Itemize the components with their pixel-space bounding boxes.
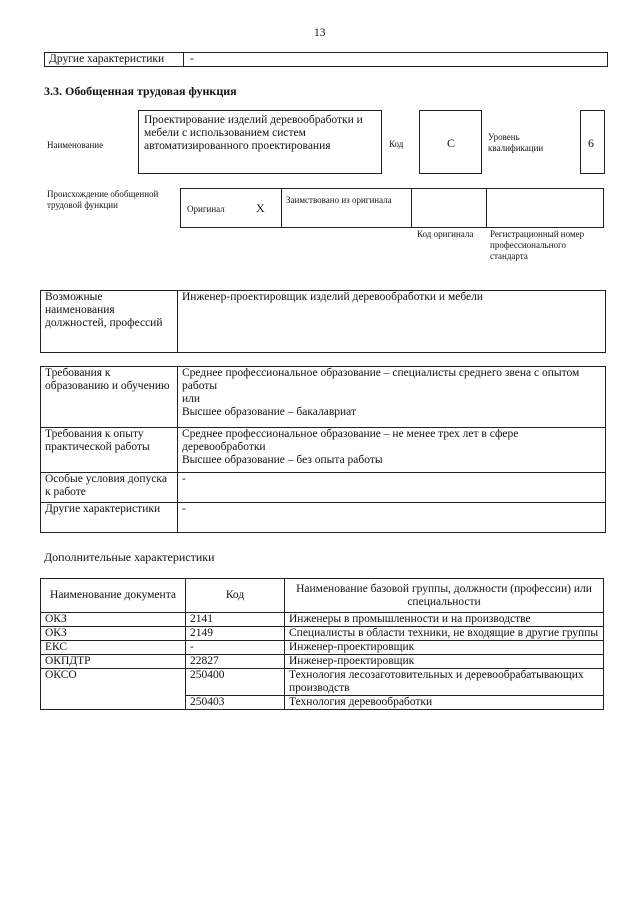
other-characteristics-top-row — [44, 52, 608, 67]
requirement-line: Среднее профессиональное образование – не менее трех лет в сфере деревообработки — [182, 428, 519, 453]
divider — [411, 188, 412, 228]
cell-code: 2149 — [186, 627, 285, 641]
requirements-row — [41, 473, 606, 503]
additional-header-row — [41, 579, 604, 613]
requirement-label: Требования к образованию и обучению — [41, 367, 178, 428]
positions-table — [40, 290, 606, 353]
cell-doc: ОКПДТР — [41, 655, 186, 669]
table-row — [41, 613, 604, 627]
header-code: Код — [186, 579, 285, 613]
cell-code: 22827 — [186, 655, 285, 669]
page-number: 13 — [314, 27, 326, 39]
requirement-value: - — [178, 503, 606, 533]
divider — [183, 52, 184, 67]
cell-code: 2141 — [186, 613, 285, 627]
table-row — [41, 641, 604, 655]
table-row — [41, 696, 604, 710]
reg-number-label: Регистрационный номер профессионального стандарта — [490, 229, 585, 261]
orig-code-label: Код оригинала — [417, 229, 474, 239]
cell-name: Технология лесозаготовительных и деревообрабатывающих производств — [285, 669, 604, 696]
requirement-line: Высшее образование – бакалавриат — [182, 406, 356, 418]
additional-table — [40, 578, 604, 710]
borrowed-label: Заимствовано из оригинала — [286, 195, 392, 205]
requirement-label: Другие характеристики — [41, 503, 178, 533]
cell-doc: ОКЗ — [41, 613, 186, 627]
cell-name: Инженеры в промышленности и на производстве — [285, 613, 604, 627]
requirement-value — [178, 367, 606, 428]
cell-doc — [41, 696, 186, 710]
header-doc-name: Наименование документа — [41, 579, 186, 613]
origin-label: Происхождение обобщенной трудовой функции — [47, 189, 159, 210]
cell-doc: ОКЗ — [41, 627, 186, 641]
requirement-line: или — [182, 393, 201, 405]
requirement-line: Среднее профессиональное образование – специалисты среднего звена с опытом работы — [182, 367, 580, 392]
positions-row — [41, 291, 606, 353]
level-label: Уровень квалификации — [488, 132, 544, 153]
section-title: 3.3. Обобщенная трудовая функция — [44, 84, 237, 98]
name-label: Наименование — [47, 140, 104, 150]
cell-name: Технология деревообработки — [285, 696, 604, 710]
divider — [486, 188, 487, 228]
code-label: Код — [389, 139, 404, 149]
cell-doc: ОКСО — [41, 669, 186, 696]
cell-name: Инженер-проектировщик — [285, 641, 604, 655]
requirements-table — [40, 366, 606, 533]
code-value: C — [447, 136, 456, 150]
cell-code: 250400 — [186, 669, 285, 696]
requirement-line: Высшее образование – без опыта работы — [182, 454, 383, 466]
header-group-name: Наименование базовой группы, должности (профессии) или специальности — [285, 579, 604, 613]
positions-value: Инженер-проектировщик изделий деревообработки и мебели — [178, 291, 606, 353]
cell-name: Инженер-проектировщик — [285, 655, 604, 669]
top-row-label: Другие характеристики — [49, 53, 165, 65]
requirement-label: Особые условия допуска к работе — [41, 473, 178, 503]
requirements-row — [41, 367, 606, 428]
top-row-value: - — [190, 53, 194, 65]
code-box — [419, 110, 482, 174]
name-value-box — [138, 110, 382, 174]
divider — [281, 188, 282, 228]
original-mark: X — [256, 201, 265, 215]
cell-doc: ЕКС — [41, 641, 186, 655]
positions-label: Возможные наименования должностей, профессий — [41, 291, 178, 353]
cell-code: - — [186, 641, 285, 655]
name-value: Проектирование изделий деревообработки и мебели с использованием систем автоматизированного проектирования — [144, 114, 363, 152]
level-value: 6 — [588, 136, 594, 150]
table-row — [41, 627, 604, 641]
table-row — [41, 669, 604, 696]
origin-table — [180, 188, 604, 228]
requirements-row — [41, 503, 606, 533]
additional-title: Дополнительные характеристики — [44, 550, 215, 564]
cell-code: 250403 — [186, 696, 285, 710]
requirement-value — [178, 428, 606, 473]
table-row — [41, 655, 604, 669]
original-label: Оригинал — [187, 204, 225, 214]
requirement-label: Требования к опыту практической работы — [41, 428, 178, 473]
requirements-row — [41, 428, 606, 473]
cell-name: Специалисты в области техники, не входящие в другие группы — [285, 627, 604, 641]
requirement-value: - — [178, 473, 606, 503]
level-box — [580, 110, 605, 174]
